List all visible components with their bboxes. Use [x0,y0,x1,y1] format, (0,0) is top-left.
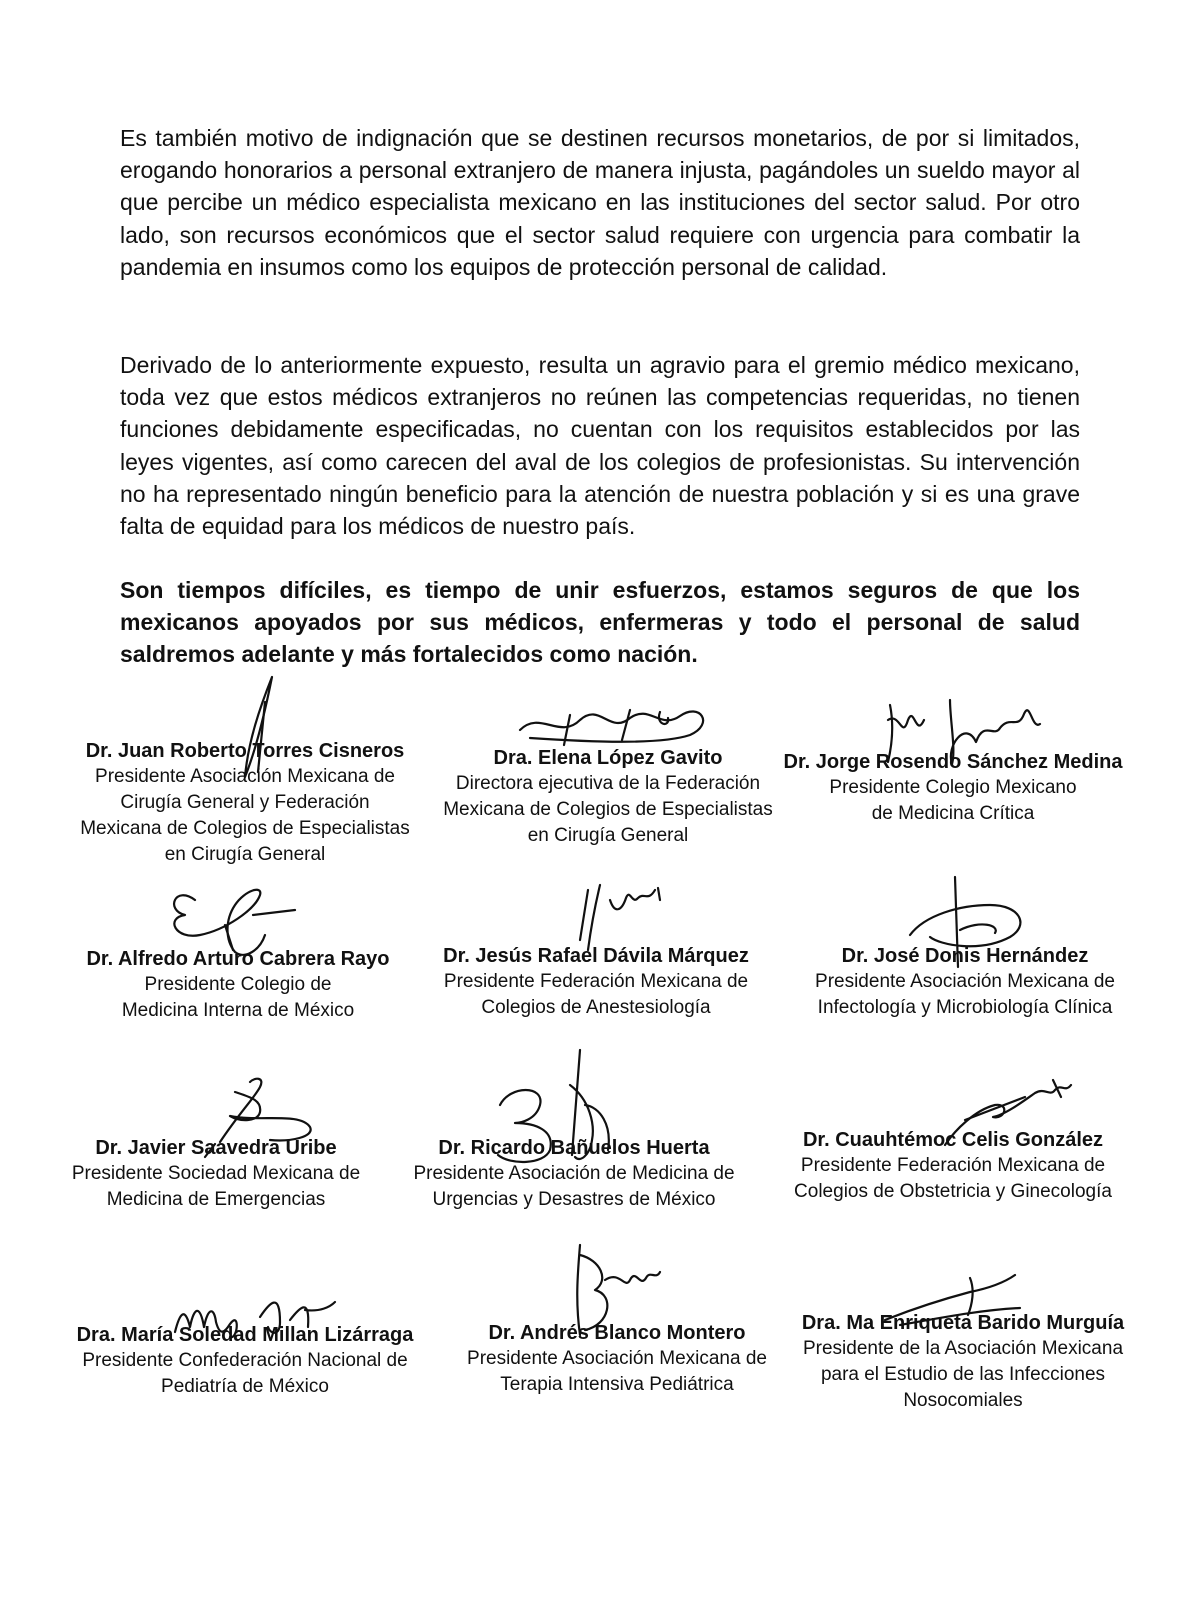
signatory-name: Dr. Jesús Rafael Dávila Márquez [443,945,749,967]
signatory-role-line: de Medicina Crítica [871,803,1035,824]
signatory-block [775,943,1155,1021]
signatory-role-line: Medicina de Emergencias [106,1189,326,1210]
closing-statement-text: Son tiempos difíciles, es tiempo de unir esfuerzos, estamos seguros de que los mexicanos apoyados por sus médicos, enfermeras y todo el personal de salud saldremos adelante y más fortalecidos como nación. [120,577,1080,668]
signatory-block [55,1322,435,1400]
signatory-name: Dr. Juan Roberto Torres Cisneros [85,740,405,762]
signatory-role-line: Terapia Intensiva Pediátrica [500,1374,734,1395]
signatory-name: Dra. María Soledad Millan Lizárraga [76,1324,414,1346]
signatory-name: Dra. Elena López Gavito [493,747,723,769]
paragraph-closing-statement [120,574,1080,671]
signatory-role-line: Presidente Federación Mexicana de [443,971,749,992]
signatory-name: Dr. Alfredo Arturo Cabrera Rayo [86,948,390,970]
signatory-role-line: Mexicana de Colegios de Especialistas [443,799,773,820]
signatory-role-line: Colegios de Obstetricia y Ginecología [794,1181,1112,1202]
signatory-block [55,738,435,868]
signatory-role-line: Nosocomiales [903,1390,1023,1411]
signatory-name: Dr. Andrés Blanco Montero [488,1322,746,1344]
signatory-block [763,749,1143,827]
signatory-name: Dr. Cuauhtémoc Celis González [802,1129,1104,1151]
signatory-role-line: Directora ejecutiva de la Federación [455,773,761,794]
paragraph-agravio: Derivado de lo anteriormente expuesto, resulta un agravio para el gremio médico mexicano, toda vez que estos médicos extranjeros no reúnen las competencias requeridas, no tienen funciones debidamente especificadas, no cuentan con los requisitos establecidos por las leyes vigentes, así como carecen del aval de los colegios de profesionistas. Su intervención no ha representado ningún beneficio para la atención de nuestra población y si es una grave falta de equidad para los médicos de nuestro país. [120,352,1080,540]
signatory-role-line: Colegios de Anestesiología [481,997,711,1018]
signatory-role-line: en Cirugía General [527,825,689,846]
signatory-role-line: Presidente Colegio de [144,974,332,995]
signatory-role-line: Pediatría de México [161,1376,329,1397]
signatory-role-line: Presidente Colegio Mexicano [829,777,1077,798]
signatory-name: Dr. Javier Saavedra Uribe [95,1137,337,1159]
signatory-block [26,1135,406,1213]
signatory-role-line: para el Estudio de las Infecciones [820,1364,1106,1385]
signatory-role-line: Presidente Asociación Mexicana de [815,971,1115,992]
signatory-name: Dra. Ma Enriqueta Barido Murguía [801,1312,1125,1334]
signatory-block [48,946,428,1024]
signatory-role-line: Cirugía General y Federación [120,792,370,813]
signatory-role-line: Infectología y Microbiología Clínica [817,997,1113,1018]
signatory-block [763,1127,1143,1205]
signatory-role-line: Urgencias y Desastres de México [432,1189,716,1210]
signatory-name: Dr. Ricardo Bañuelos Huerta [438,1137,710,1159]
signatory-block [773,1310,1153,1414]
paragraph-indignacion: Es también motivo de indignación que se destinen recursos monetarios, de por si limitados, erogando honorarios a personal extranjero de manera injusta, pagándoles un sueldo mayor al que percibe un médico especialista mexicano en las instituciones del sector salud. Por otro lado, son recursos económicos que el sector salud requiere con urgencia para combatir la pandemia en insumos como los equipos de protección personal de calidad. [120,125,1080,280]
signatory-block [418,745,798,849]
signatory-block [384,1135,764,1213]
signatory-block [427,1320,807,1398]
signatory-role-line: Presidente Federación Mexicana de [800,1155,1106,1176]
signatory-role-line: en Cirugía General [164,844,326,865]
signatory-name: Dr. José Donis Hernández [841,945,1089,967]
signatory-role-line: Presidente de la Asociación Mexicana [802,1338,1124,1359]
signatory-role-line: Presidente Asociación Mexicana de [95,766,395,787]
signatory-role-line: Presidente Asociación de Medicina de [413,1163,735,1184]
signatory-role-line: Presidente Confederación Nacional de [82,1350,408,1371]
signatory-role-line: Mexicana de Colegios de Especialistas [80,818,410,839]
signatory-role-line: Presidente Sociedad Mexicana de [71,1163,361,1184]
signatory-role-line: Presidente Asociación Mexicana de [467,1348,767,1369]
signatory-name: Dr. Jorge Rosendo Sánchez Medina [783,751,1123,773]
signatory-role-line: Medicina Interna de México [121,1000,355,1021]
signatory-block [406,943,786,1021]
